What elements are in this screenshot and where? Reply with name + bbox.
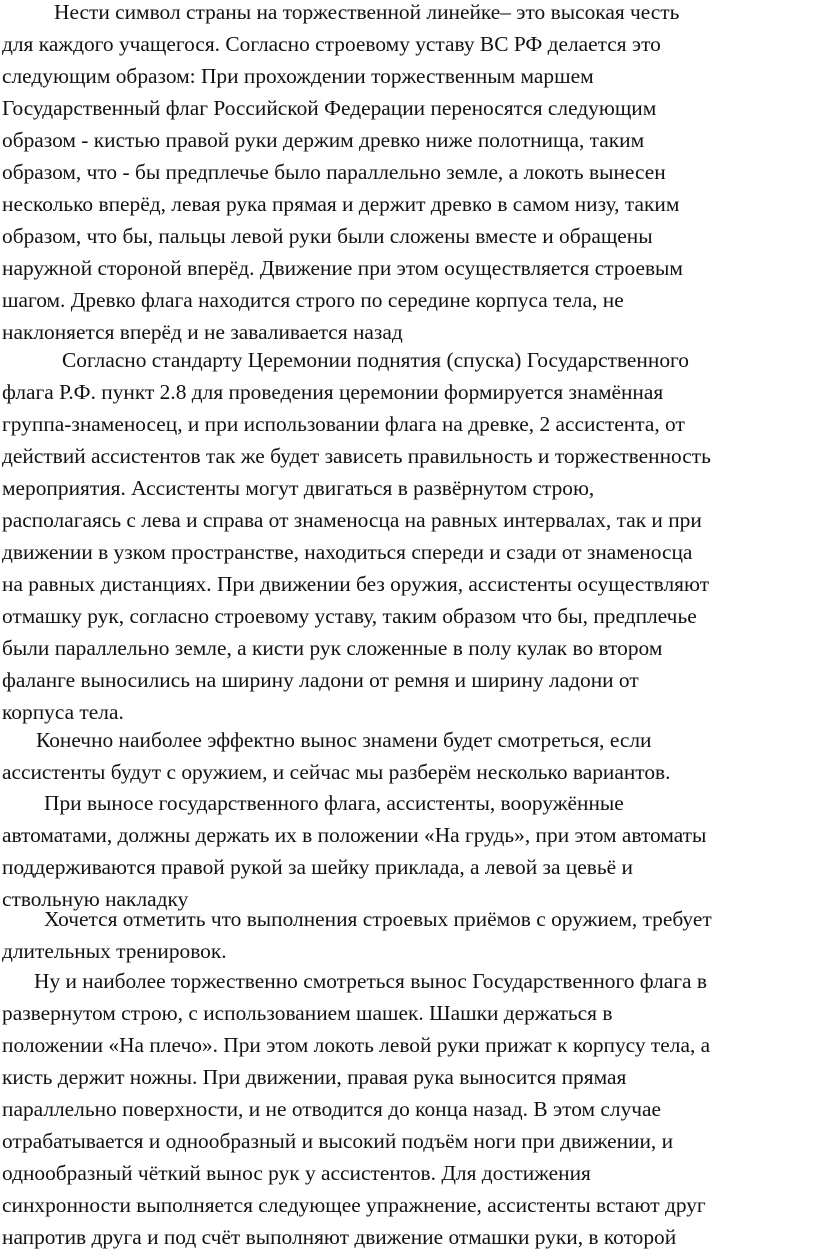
text-line: однообразный чёткий вынос рук у ассистентов. Для достижения [2, 1161, 591, 1185]
text-line: были параллельно земле, а кисти рук сложенные в полу кулак во втором [2, 636, 663, 660]
paragraph-with-weapons-intro [2, 724, 814, 788]
text-line: для каждого учащегося. Согласно строевому уставу ВС РФ делается это [2, 32, 661, 56]
text-line: несколько вперёд, левая рука прямая и держит древко в самом низу, таким [2, 192, 680, 216]
text-line: располагаясь с лева и справа от знаменосца на равных интервалах, так и при [2, 508, 702, 532]
text-line: мероприятия. Ассистенты могут двигаться в развёрнутом строю, [2, 476, 595, 500]
text-line: Хочется отметить что выполнения строевых приёмов с оружием, требует [44, 907, 712, 931]
text-line: образом, что - бы предплечье было параллельно земле, а локоть вынесен [2, 160, 666, 184]
text-line: корпуса тела. [2, 700, 124, 724]
text-line: фаланге выносились на ширину ладони от ремня и ширину ладони от [2, 668, 639, 692]
text-line: При выносе государственного флага, ассистенты, вооружённые [44, 791, 624, 815]
paragraph-flag-carrying [2, 0, 814, 348]
text-line: флага Р.Ф. пункт 2.8 для проведения церемонии формируется знамённая [2, 380, 664, 404]
text-line: Ну и наиболее торжественно смотреться вынос Государственного флага в [34, 969, 707, 993]
text-line: напротив друга и под счёт выполняют движение отмашки руки, в которой [2, 1225, 677, 1249]
text-line: отрабатывается и однообразный и высокий подъём ноги при движении, и [2, 1129, 674, 1153]
text-line: автоматами, должны держать их в положении «На грудь», при этом автоматы [2, 823, 707, 847]
paragraph-automatic-rifles [2, 787, 814, 915]
text-line: Нести символ страны на торжественной линейке– это высокая честь [54, 0, 680, 24]
text-line: группа-знаменосец, и при использовании флага на древке, 2 ассистента, от [2, 412, 685, 436]
text-line: поддерживаются правой рукой за шейку приклада, а левой за цевьё и [2, 855, 633, 879]
text-line: положении «На плечо». При этом локоть левой руки прижат к корпусу тела, а [2, 1033, 711, 1057]
text-line: синхронности выполняется следующее упражнение, ассистенты встают друг [2, 1193, 706, 1217]
text-line: шагом. Древко флага находится строго по середине корпуса тела, не [2, 288, 624, 312]
text-line: Конечно наиболее эффектно вынос знамени будет смотреться, если [36, 728, 652, 752]
text-line: следующим образом: При прохождении торжественным маршем [2, 64, 594, 88]
text-line: наклоняется вперёд и не заваливается назад [2, 320, 403, 344]
text-line: образом - кистью правой руки держим древко ниже полотнища, таким [2, 128, 645, 152]
paragraph-ceremony-standard [2, 344, 814, 728]
text-line: наружной стороной вперёд. Движение при этом осуществляется строевым [2, 256, 683, 280]
text-line: длительных тренировок. [2, 939, 227, 963]
text-line: параллельно поверхности, и не отводится до конца назад. В этом случае [2, 1097, 662, 1121]
text-line: ствольную накладку [2, 887, 189, 911]
text-line: Государственный флаг Российской Федерации переносятся следующим [2, 96, 657, 120]
text-line: отмашку рук, согласно строевому уставу, таким образом что бы, предплечье [2, 604, 697, 628]
text-line: на равных дистанциях. При движении без оружия, ассистенты осуществляют [2, 572, 710, 596]
text-line: образом, что бы, пальцы левой руки были сложены вместе и обращены [2, 224, 653, 248]
paragraph-sabres [2, 965, 814, 1253]
text-line: развернутом строю, с использованием шашек. Шашки держаться в [2, 1001, 613, 1025]
text-line: действий ассистентов так же будет зависеть правильность и торжественность [2, 444, 711, 468]
paragraph-training-note [2, 903, 814, 967]
text-line: Согласно стандарту Церемонии поднятия (спуска) Государственного [62, 348, 689, 372]
text-line: кисть держит ножны. При движении, правая рука выносится прямая [2, 1065, 627, 1089]
text-line: ассистенты будут с оружием, и сейчас мы разберём несколько вариантов. [2, 760, 671, 784]
text-line: движении в узком пространстве, находиться спереди и сзади от знаменосца [2, 540, 693, 564]
